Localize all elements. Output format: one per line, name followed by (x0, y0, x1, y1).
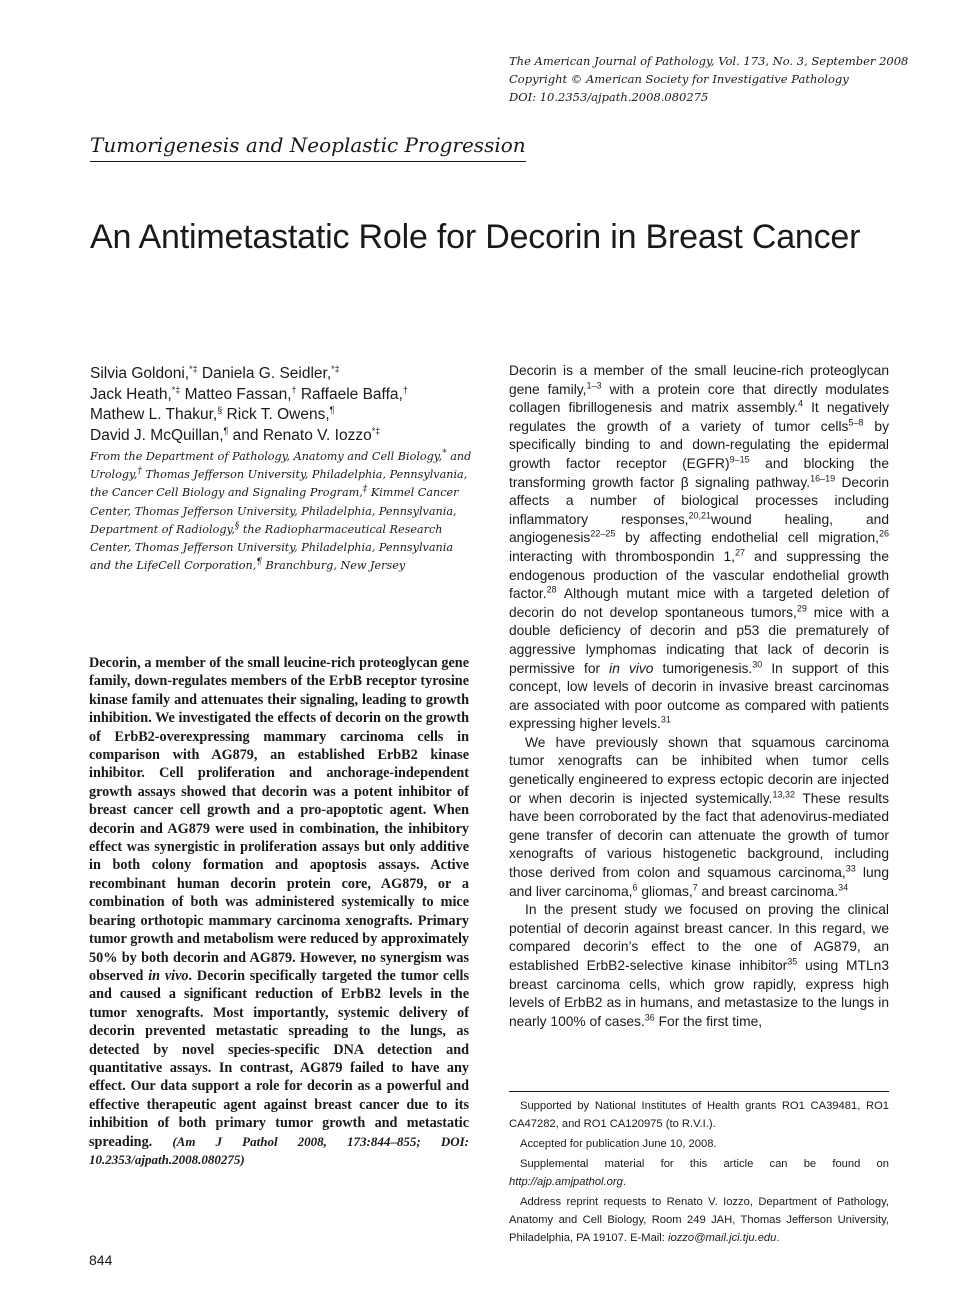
journal-header (509, 52, 949, 106)
body-italic: in vivo (609, 660, 654, 676)
abstract-text: Decorin, a member of the small leucine-rich proteoglycan gene family, down-regulates members of the ErbB receptor tyrosine kinase family and attenuates their signaling, leading to growth inhibition. We investigated the effects of decorin on the growth of ErbB2-overexpressing mammary carcinoma cells in comparison with AG879, an established ErbB2 kinase inhibitor. Cell proliferation and anchorage-independent growth assays showed that decorin was a potent inhibitor of breast cancer cell growth and a pro-apoptotic agent. When decorin and AG879 were used in combination, the inhibitory effect was synergistic in proliferation assays but only additive in both colony formation and apoptosis assays. Active recombinant human decorin protein core, AG879, or a combination of both was administered systemically to mice bearing orthotopic mammary carcinoma xenografts. Primary tumor growth and metabolism were reduced by approximately 50% by both decorin and AG879. However, no synergism was observed (89, 655, 469, 984)
body-text: using MTLn3 breast carcinoma cells, which grow rapidly, express high levels of ErbB2 as in humans, and metastasize to the lungs in nearly 100% of cases. (509, 958, 889, 1029)
body-text: mice with a double deficiency of decorin and p53 die prematurely of aggressive lymphomas indicating that lack of decorin is permissive for (509, 604, 889, 676)
reference-mark: 26 (878, 528, 889, 539)
author-mark: *‡ (189, 363, 198, 374)
body-text: wound healing, and angiogenesis (509, 511, 890, 546)
footnote-text: . (776, 1232, 780, 1244)
author-line (90, 364, 485, 385)
affiliations (90, 448, 475, 575)
affiliation-text: the Radiopharmaceutical Research Center, Thomas Jefferson University, Philadelphia, Pennsylvania and the LifeCell Corporation, (90, 522, 453, 573)
author-line (90, 405, 485, 426)
author-name: Jack Heath, (90, 385, 172, 403)
footnote-support: Supported by National Institutes of Health grants RO1 CA39481, RO1 CA47282, and RO1 CA120975 (to R.V.I.). (509, 1100, 889, 1130)
footnote-text: . (622, 1176, 626, 1188)
reference-mark: 35 (787, 956, 798, 967)
affiliation-mark: † (137, 466, 142, 477)
body-text: interacting with thrombospondin 1, (509, 548, 736, 564)
body-text: It negatively regulates the growth of a variety of tumor cells (509, 400, 889, 434)
body-text: Decorin affects a number of biological processes including inflammatory responses, (509, 474, 890, 527)
body-text: by affecting endothelial cell migration, (615, 530, 879, 546)
footnotes (509, 1097, 889, 1249)
author-name: Raffaele Baffa, (296, 385, 403, 403)
body-text: gliomas, (637, 883, 693, 899)
body-text: Decorin is a member of the small leucine-rich proteoglycan gene family, (509, 363, 889, 397)
body-text: These results have been corroborated by the fact that adenovirus-mediated gene transfer of decorin can attenuate the growth of tumor xenografts of various histogenetic background, including those derived from colon and squamous carcinoma, (509, 790, 889, 881)
reference-mark: 33 (845, 863, 856, 874)
author-name: Rick T. Owens, (222, 406, 330, 423)
author-mark: § (217, 404, 223, 415)
body-text: by specifically binding to and down-regulating the epidermal growth factor receptor (EGFR) (509, 418, 890, 471)
reference-mark: 13,32 (772, 789, 795, 800)
body-text: tumorigenesis. (653, 660, 753, 676)
body-text: and suppressing the endogenous production of the vascular endothelial growth factor. (509, 548, 889, 602)
body-paragraph (509, 362, 889, 734)
reference-mark: 5–8 (848, 417, 864, 428)
body-text: In the present study we focused on proving the clinical potential of decorin against breast cancer. In this regard, we compared decorin’s effect to the one of AG879, an established ErbB2-selective kinase inhibitor (509, 902, 889, 973)
reference-mark: 4 (798, 398, 804, 409)
email-link[interactable]: iozzo@mail.jci.tju.edu (668, 1232, 777, 1244)
affiliation-mark: ¶ (256, 557, 262, 568)
affiliation-mark: ‡ (362, 484, 368, 495)
body-text: and breast carcinoma. (697, 883, 839, 899)
reference-mark: 29 (796, 603, 807, 614)
author-name: Daniela G. Seidler, (197, 365, 332, 382)
author-mark: ¶ (223, 425, 229, 436)
body-text: We have previously shown that squamous carcinoma tumor xenografts can be inhibited when tumor cells genetically engineered to express ectopic decorin are injected or when decorin is injected systemically. (509, 734, 889, 806)
affiliation-text: Branchburg, New Jersey (262, 559, 406, 573)
body-text: For the first time, (654, 1013, 763, 1029)
article-title: An Antimetastatic Role for Decorin in Breast Cancer (90, 218, 861, 256)
abstract-text: . Decorin specifically targeted the tumor cells and caused a significant reduction of ErbB2 levels in the tumor xenografts. Most importantly, systemic delivery of decorin prevented metastatic spreading to the lungs, as detected by novel species-specific DNA detection and quantitative assays. In contrast, AG879 failed to have any effect. Our data support a role for decorin as a powerful and effective therapeutic agent against breast cancer due to its inhibition of both primary tumor growth and metastatic spreading. (89, 967, 469, 1150)
author-line (90, 426, 485, 447)
reference-mark: 20,21 (688, 510, 711, 521)
reference-mark: 27 (735, 547, 746, 558)
journal-citation: The American Journal of Pathology, Vol. 173, No. 3, September 2008 (509, 54, 909, 68)
author-name: and Renato V. Iozzo (228, 426, 372, 444)
affiliation-mark: § (234, 521, 240, 532)
reference-mark: 1–3 (586, 380, 602, 390)
footnote-supplemental (509, 1155, 889, 1191)
body-paragraph (509, 901, 889, 1031)
reference-mark: 22–25 (590, 528, 616, 539)
body-text: and blocking the transforming growth factor β signaling pathway. (509, 455, 889, 490)
footnote-text: Address reprint requests to Renato V. Iozzo, Department of Pathology, Anatomy and Cell Biology, Room 249 JAH, Thomas Jefferson University, Philadelphia, PA 19107. E-Mail: (509, 1196, 889, 1244)
reference-mark: 30 (752, 658, 763, 669)
author-name: Silvia Goldoni, (90, 365, 190, 382)
journal-copyright: Copyright © American Society for Investigative Pathology (509, 72, 849, 86)
author-name: David J. McQuillan, (90, 426, 224, 444)
reference-mark: 16–19 (810, 472, 836, 483)
abstract-citation: (Am J Pathol 2008, 173:844–855; DOI: 10.2353/ajpath.2008.080275) (89, 1133, 469, 1167)
author-line (90, 385, 485, 406)
author-mark: *‡ (171, 384, 181, 395)
section-heading: Tumorigenesis and Neoplastic Progression (90, 131, 526, 162)
body-column (509, 362, 889, 1031)
author-list (90, 364, 485, 446)
author-mark: ¶ (329, 404, 335, 415)
journal-doi: DOI: 10.2353/ajpath.2008.080275 (509, 90, 709, 104)
affiliation-text: and Urology, (90, 450, 472, 482)
author-mark: † (402, 384, 408, 395)
reference-mark: 34 (838, 882, 849, 893)
supplemental-link[interactable]: http://ajp.amjpathol.org (509, 1176, 623, 1188)
page-number: 844 (89, 1252, 113, 1268)
affiliation-text: From the Department of Pathology, Anatomy and Cell Biology, (90, 450, 443, 463)
body-text: Although mutant mice with a targeted deletion of decorin do not develop spontaneous tumors, (509, 586, 889, 620)
footnote-accepted: Accepted for publication June 10, 2008. (520, 1138, 717, 1150)
reference-mark: 36 (644, 1012, 655, 1023)
abstract (89, 654, 469, 1169)
footnote-reprint (509, 1193, 889, 1247)
reference-mark: 28 (546, 584, 557, 595)
author-name: Mathew L. Thakur, (90, 406, 218, 423)
author-mark: *‡ (331, 363, 340, 374)
reference-mark: 6 (632, 882, 638, 893)
body-text: lung and liver carcinoma, (509, 865, 890, 899)
affiliation-text: Thomas Jefferson University, Philadelphia, Pennsylvania, the Cancer Cell Biology and Signaling Program, (90, 468, 468, 500)
body-text: In support of this concept, low levels of decorin in invasive breast carcinomas are associated with poor outcome as compared with patients expressing higher levels. (509, 660, 889, 732)
affiliation-mark: * (442, 448, 447, 459)
body-paragraph (509, 734, 889, 901)
author-mark: † (291, 384, 297, 395)
reference-mark: 31 (660, 714, 671, 725)
abstract-italic: in vivo (148, 967, 189, 984)
author-name: Matteo Fassan, (180, 385, 292, 403)
affiliation-text: Kimmel Cancer Center, Thomas Jefferson University, Philadelphia, Pennsylvania, Department of Radiology, (90, 486, 459, 536)
footnote-text: Supplemental material for this article can be found on (520, 1158, 889, 1170)
body-text: with a protein core that directly modulates collagen fibrillogenesis and matrix assembly. (509, 381, 889, 416)
reference-mark: 7 (692, 882, 698, 893)
footnote-divider (509, 1091, 889, 1092)
author-mark: *‡ (371, 425, 381, 436)
reference-mark: 9–15 (729, 454, 750, 465)
